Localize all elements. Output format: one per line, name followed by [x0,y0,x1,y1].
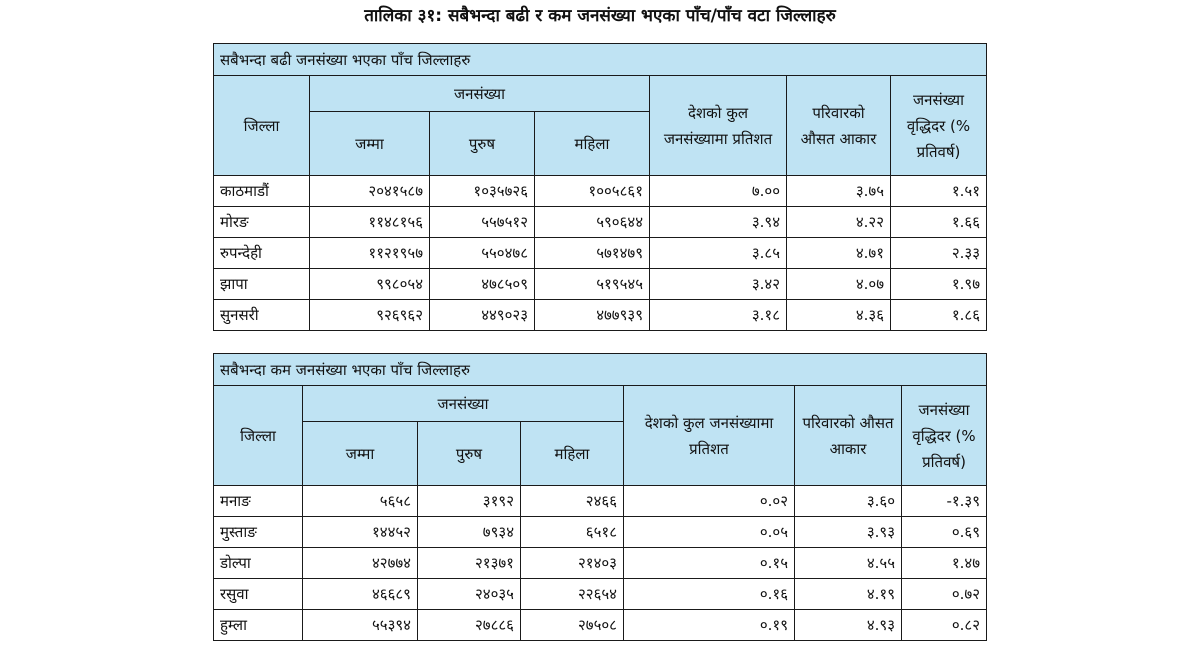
header-percent-of-total: देशको कुल जनसंख्यामा प्रतिशत [624,386,795,486]
cell-total: ११२१९५७ [310,238,430,269]
table-row [214,548,987,579]
cell-growth-rate: ०.६९ [902,517,987,548]
cell-percent: ३.१८ [650,300,787,331]
table-body [214,176,987,331]
cell-household-size: ४.५५ [795,548,902,579]
header-total: जम्मा [310,112,430,176]
cell-male: ४४९०२३ [430,300,535,331]
cell-district: मुस्ताङ [214,517,303,548]
table-title: तालिका ३१: सबैभन्दा बढी र कम जनसंख्या भएका पाँच/पाँच वटा जिल्लाहरु [364,6,836,26]
cell-male: २१३७१ [418,548,521,579]
cell-male: २७८८६ [418,610,521,641]
header-population: जनसंख्या [303,386,624,422]
cell-district: मोरङ [214,207,310,238]
table-row [214,176,987,207]
cell-total: ९९८०५४ [310,269,430,300]
cell-household-size: ३.६० [795,486,902,517]
cell-total: १४४५२ [303,517,418,548]
table-body [214,486,987,641]
cell-female: २२६५४ [521,579,624,610]
table-caption: सबैभन्दा कम जनसंख्या भएका पाँच जिल्लाहरु [214,354,987,386]
table-caption: सबैभन्दा बढी जनसंख्या भएका पाँच जिल्लाहरु [214,44,987,76]
cell-growth-rate: १.८६ [891,300,987,331]
header-percent-of-total: देशको कुल जनसंख्यामा प्रतिशत [650,76,787,176]
header-population: जनसंख्या [310,76,650,112]
cell-growth-rate: ०.८२ [902,610,987,641]
cell-female: २७५०८ [521,610,624,641]
cell-male: ४७८५०९ [430,269,535,300]
cell-district: काठमाडौं [214,176,310,207]
cell-percent: ०.०२ [624,486,795,517]
cell-household-size: ४.२२ [787,207,891,238]
table-row [214,610,987,641]
header-male: पुरुष [418,422,521,486]
header-growth-rate: जनसंख्या वृद्धिदर (% प्रतिवर्ष) [902,386,987,486]
cell-growth-rate: १.४७ [902,548,987,579]
cell-household-size: ३.७५ [787,176,891,207]
cell-district: मनाङ [214,486,303,517]
cell-female: ४७७९३९ [535,300,650,331]
header-female: महिला [521,422,624,486]
cell-household-size: ४.९३ [795,610,902,641]
cell-male: ५५०४७८ [430,238,535,269]
header-district: जिल्ला [214,386,303,486]
cell-female: ५७१४७९ [535,238,650,269]
cell-female: ५९०६४४ [535,207,650,238]
header-growth-rate: जनसंख्या वृद्धिदर (% प्रतिवर्ष) [891,76,987,176]
cell-female: ६५१८ [521,517,624,548]
cell-female: ५१९५४५ [535,269,650,300]
table-row [214,269,987,300]
cell-growth-rate: १.९७ [891,269,987,300]
table-row [214,238,987,269]
cell-percent: ७.०० [650,176,787,207]
cell-male: १०३५७२६ [430,176,535,207]
header-district: जिल्ला [214,76,310,176]
cell-male: २४०३५ [418,579,521,610]
cell-household-size: ४.०७ [787,269,891,300]
cell-total: ९२६९६२ [310,300,430,331]
cell-district: रसुवा [214,579,303,610]
table-row [214,579,987,610]
cell-district: डोल्पा [214,548,303,579]
least-populous-districts-table [213,353,987,641]
cell-household-size: ३.९३ [795,517,902,548]
cell-household-size: ४.३६ [787,300,891,331]
cell-household-size: ४.७१ [787,238,891,269]
header-household-size: परिवारको औसत आकार [787,76,891,176]
cell-male: ३१९२ [418,486,521,517]
cell-percent: ०.१९ [624,610,795,641]
cell-household-size: ४.१९ [795,579,902,610]
table-row [214,207,987,238]
table-row [214,517,987,548]
header-male: पुरुष [430,112,535,176]
cell-district: रुपन्देही [214,238,310,269]
cell-growth-rate: -१.३९ [902,486,987,517]
cell-total: ४२७७४ [303,548,418,579]
header-female: महिला [535,112,650,176]
cell-percent: ३.८५ [650,238,787,269]
cell-total: २०४१५८७ [310,176,430,207]
cell-growth-rate: २.३३ [891,238,987,269]
cell-district: हुम्ला [214,610,303,641]
cell-district: झापा [214,269,310,300]
cell-total: ५६५८ [303,486,418,517]
cell-district: सुनसरी [214,300,310,331]
cell-total: ११४८१५६ [310,207,430,238]
cell-female: १००५८६१ [535,176,650,207]
cell-percent: ०.१५ [624,548,795,579]
table-row [214,486,987,517]
cell-growth-rate: १.५१ [891,176,987,207]
cell-male: ७९३४ [418,517,521,548]
cell-percent: ०.०५ [624,517,795,548]
table-row [214,300,987,331]
cell-total: ५५३९४ [303,610,418,641]
cell-percent: ३.४२ [650,269,787,300]
cell-female: २१४०३ [521,548,624,579]
cell-male: ५५७५१२ [430,207,535,238]
cell-total: ४६६८९ [303,579,418,610]
header-household-size: परिवारको औसत आकार [795,386,902,486]
header-total: जम्मा [303,422,418,486]
cell-female: २४६६ [521,486,624,517]
cell-growth-rate: ०.७२ [902,579,987,610]
cell-growth-rate: १.६६ [891,207,987,238]
cell-percent: ०.१६ [624,579,795,610]
cell-percent: ३.९४ [650,207,787,238]
most-populous-districts-table [213,43,987,331]
